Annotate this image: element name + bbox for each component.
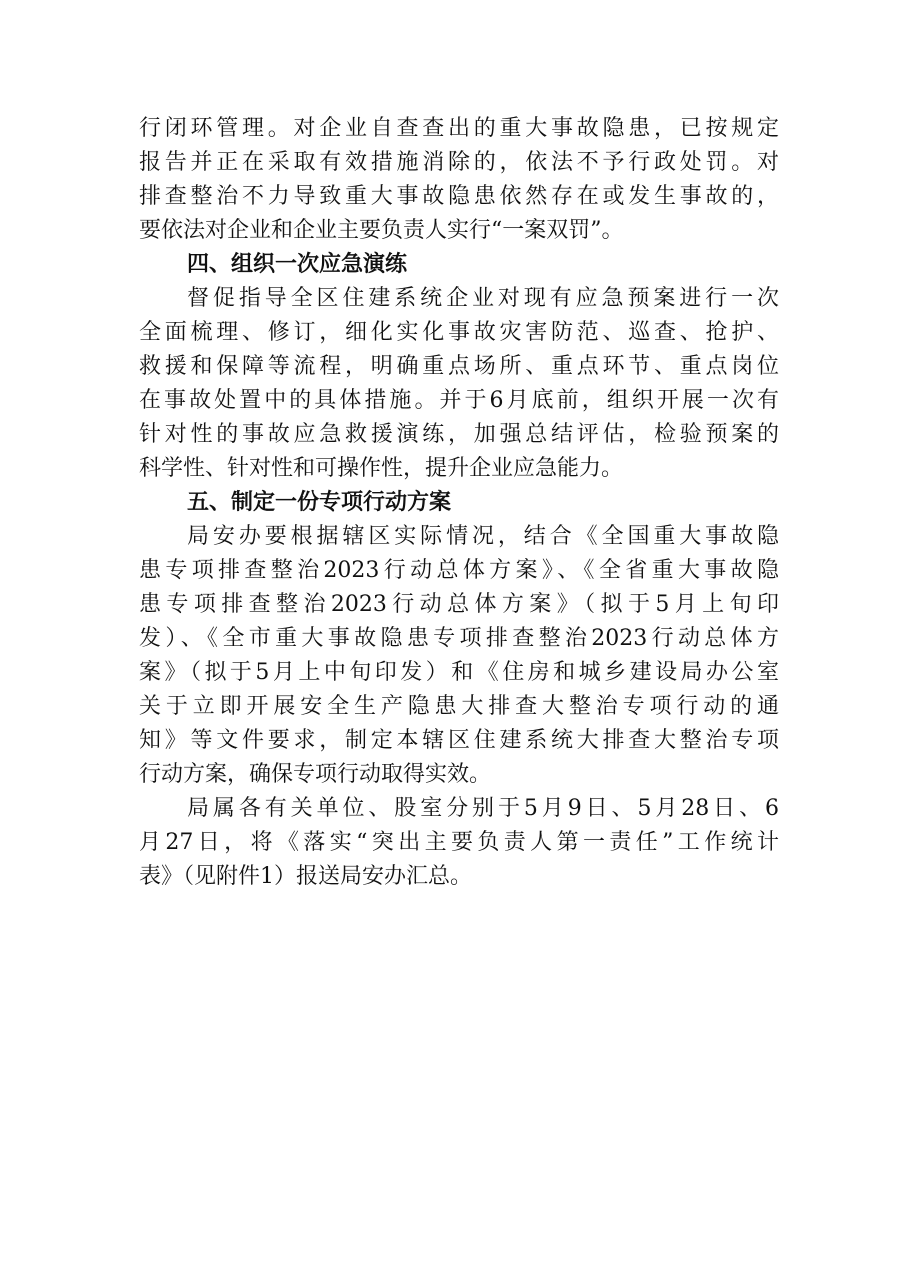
paragraph-line: 局属各有关单位、股室分别于5月9日、5月28日、6 — [187, 796, 779, 821]
paragraph-line: 案》（拟于5月上中旬印发）和《住房和城乡建设局办公室 — [139, 660, 779, 685]
section-heading-five: 五、制定一份专项行动方案 — [187, 490, 452, 515]
paragraph-line: 局安办要根据辖区实际情况，结合《全国重大事故隐 — [187, 524, 779, 549]
paragraph-line: 患专项排查整治2023行动总体方案》、《全省重大事故隐 — [139, 558, 779, 583]
paragraph-line: 在事故处置中的具体措施。并于6月底前，组织开展一次有 — [139, 388, 779, 413]
paragraph-line: 发）、《全市重大事故隐患专项排查整治2023行动总体方 — [139, 626, 779, 651]
paragraph-line: 知》等文件要求，制定本辖区住建系统大排查大整治专项 — [139, 728, 779, 753]
paragraph-line: 月27日，将《落实“突出主要负责人第一责任”工作统计 — [139, 830, 779, 855]
paragraph-line: 患专项排查整治2023行动总体方案》（拟于5月上旬印 — [139, 592, 779, 617]
paragraph-line: 行动方案，确保专项行动取得实效。 — [139, 762, 492, 787]
paragraph-line: 要依法对企业和企业主要负责人实行“一案双罚”。 — [139, 218, 624, 243]
paragraph-line: 关于立即开展安全生产隐患大排查大整治专项行动的通 — [139, 694, 779, 719]
paragraph-line: 针对性的事故应急救援演练，加强总结评估，检验预案的 — [139, 422, 779, 447]
paragraph-line: 科学性、针对性和可操作性，提升企业应急能力。 — [139, 456, 624, 481]
paragraph-line: 行闭环管理。对企业自查查出的重大事故隐患，已按规定 — [139, 116, 779, 141]
paragraph-line: 救援和保障等流程，明确重点场所、重点环节、重点岗位 — [139, 354, 779, 379]
paragraph-line: 督促指导全区住建系统企业对现有应急预案进行一次 — [187, 286, 779, 311]
paragraph-line: 全面梳理、修订，细化实化事故灾害防范、巡查、抢护、 — [139, 320, 779, 345]
section-heading-four: 四、组织一次应急演练 — [187, 252, 408, 277]
paragraph-line: 报告并正在采取有效措施消除的，依法不予行政处罚。对 — [139, 150, 779, 175]
paragraph-line: 表》（见附件1）报送局安办汇总。 — [139, 864, 472, 889]
paragraph-line: 排查整治不力导致重大事故隐患依然存在或发生事故的， — [139, 184, 779, 209]
